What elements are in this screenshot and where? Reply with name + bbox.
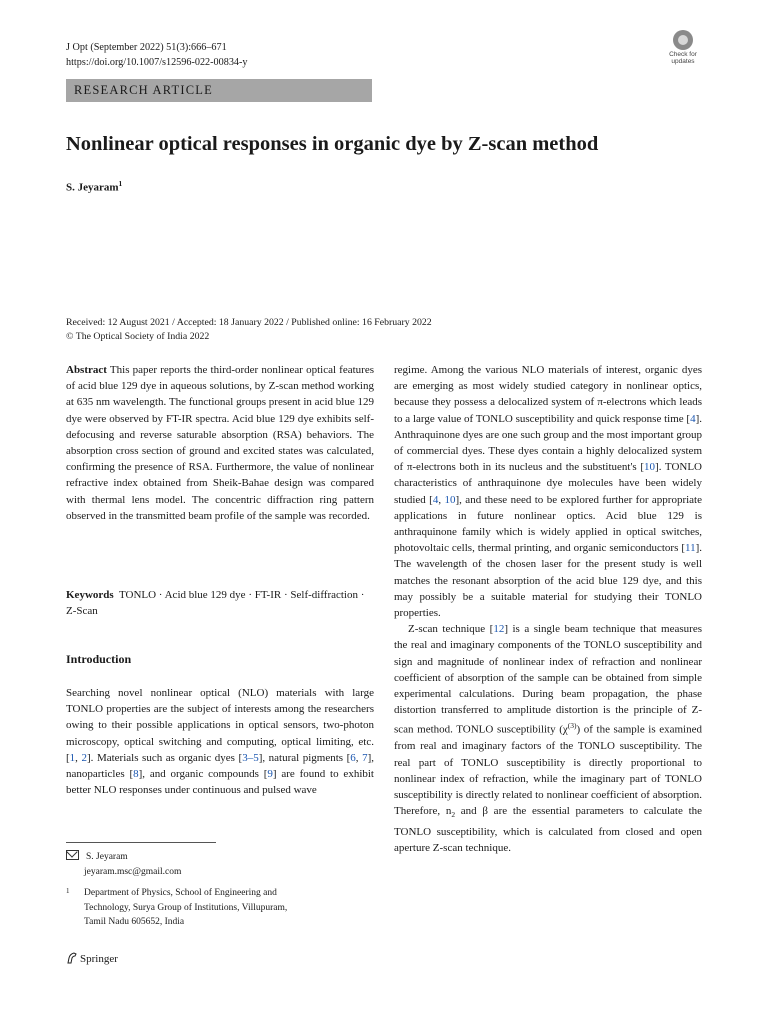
copyright-line: © The Optical Society of India 2022 bbox=[66, 330, 210, 342]
journal-meta bbox=[66, 40, 248, 70]
abstract-label: Abstract bbox=[66, 364, 107, 376]
citation-link[interactable]: 4 bbox=[690, 412, 696, 425]
affiliation-line: Tamil Nadu 605652, India bbox=[84, 917, 185, 927]
citation-link[interactable]: 2 bbox=[81, 751, 87, 764]
citation-link[interactable]: 9 bbox=[267, 768, 273, 781]
citation-link[interactable]: 8 bbox=[133, 768, 139, 781]
affiliation-line: Department of Physics, School of Engineering and bbox=[84, 888, 277, 898]
contact-name: S. Jeyaram bbox=[86, 852, 128, 862]
citation-link[interactable]: 4 bbox=[432, 493, 439, 506]
envelope-icon bbox=[66, 850, 79, 860]
corresponding-author bbox=[66, 849, 181, 879]
publisher-footer bbox=[66, 952, 118, 965]
citation-link[interactable]: 1 bbox=[69, 751, 76, 764]
crossmark-icon bbox=[673, 30, 693, 50]
journal-citation: J Opt (September 2022) 51(3):666–671 bbox=[66, 42, 227, 53]
introduction-heading: Introduction bbox=[66, 652, 132, 666]
check-for-updates-badge[interactable] bbox=[664, 30, 702, 70]
keywords bbox=[66, 587, 374, 619]
citation-link[interactable]: 6 bbox=[350, 751, 356, 764]
citation-link[interactable]: 7 bbox=[362, 751, 368, 764]
affiliation-line: Technology, Surya Group of Institutions, Villupuram, bbox=[84, 902, 288, 913]
citation-link[interactable]: 11 bbox=[684, 542, 696, 555]
dates-line: Received: 12 August 2021 / Accepted: 18 January 2022 / Published online: 16 February 2022 bbox=[66, 317, 432, 328]
publication-dates bbox=[66, 316, 432, 343]
article-type-label: RESEARCH ARTICLE bbox=[74, 83, 213, 97]
keywords-text: TONLO · Acid blue 129 dye · FT-IR · Self-diffraction · Z-Scan bbox=[66, 589, 365, 618]
contact-email[interactable]: jeyaram.msc@gmail.com bbox=[84, 866, 182, 877]
keywords-label: Keywords bbox=[66, 589, 114, 601]
author-affil-sup: 1 bbox=[118, 179, 123, 188]
citation-link[interactable]: 10 bbox=[444, 493, 456, 506]
affiliation-number: 1 bbox=[66, 887, 70, 895]
publisher-name: Springer bbox=[80, 953, 118, 965]
springer-horse-icon bbox=[66, 952, 78, 964]
abstract bbox=[66, 362, 374, 524]
doi-link[interactable]: https://doi.org/10.1007/s12596-022-00834-y bbox=[66, 57, 248, 68]
citation-link[interactable]: 12 bbox=[493, 623, 505, 636]
introduction-body: Searching novel nonlinear optical (NLO) materials with large TONLO properties are the subject of interests among the researchers owing to their possible applications in optical sensors, two-photon microscopy, optical switching and computing, optical limiting, etc. [1, 2]. Materials such as organic dyes [3–5], natural pigments [6, 7], nanoparticles [8], and organic compounds [9] are found to exhibit better NLO responses under continuous and pulsed wave bbox=[66, 687, 375, 797]
citation-link[interactable]: 3–5 bbox=[242, 751, 259, 764]
footnote-divider bbox=[66, 842, 216, 843]
author-line bbox=[66, 179, 122, 194]
check-for-updates-label: Check for updates bbox=[669, 51, 697, 65]
citation-link[interactable]: 10 bbox=[644, 461, 656, 474]
paper-title: Nonlinear optical responses in organic dye by Z-scan method bbox=[66, 133, 599, 155]
right-column-body: regime. Among the various NLO materials of interest, organic dyes are emerging as most widely studied category in nonlinear optics, because they possess a delocalized system of π-electrons which leads to a large value of TONLO susceptibility and quick response time [4]. Anthraquinone dyes are one such group and the most important group of commercial dyes. These dyes contain a highly delocalized system of π-electrons both in its nucleus and the substituent's [10]. TONLO characteristics of anthraquinone dye molecules have been widely studied [4, 10], and these need to be explored further for appropriate applications in future nonlinear optics. Acid blue 129 is anthraquinone family which is widely applied in optical switches, photovoltaic cells, thermal printing, and organic semiconductors [11]. The wavelength of the chosen laser for the present study is well matches the resonant absorption of the acid blue 129 dye, and this may possibly be a suitable material for studying their TONLO properties. Z-scan technique [12] is a single beam technique that measures the real and imaginary components of the TONLO susceptibility and sign and magnitude of nonlinear index of refraction and nonlinear coefficient of absorption of the sample can be obtained from simple experimental calculations. During beam propagation, the phase distortion transferred to amplitude distortion is the principle of Z-scan method. TONLO susceptibility $(\chi^{(3)})$ of the sample is examined from real and imaginary factors of the TONLO susceptibility. The real part of TONLO susceptibility is directly proportional to nonlinear index of refraction, while the imaginary part of TONLO susceptibility is directly related to nonlinear coefficient of absorption. Therefore, $n_2$ and β are the essential parameters to calculate the TONLO susceptibility, which is calculated from closed and open aperture Z-scan technique. bbox=[394, 364, 703, 854]
abstract-text: This paper reports the third-order nonlinear optical features of acid blue 129 dye in aqueous solutions, by Z-scan method working at 635 nm wavelength. The functional groups present in acid blue 129 dye were observed by FT-IR spectra. Acid blue 129 dye exhibits self-defocusing and reverse saturable absorption (RSA) behaviors. The absorption cross section of ground and excited states was calculated, confirming the presence of RSA. Furthermore, the value of nonlinear refractive index obtained from Sheik-Bahae design was compared with thermal lens model. The concentric diffraction ring pattern observed in the transmitted beam profile of the sample was recorded. bbox=[66, 364, 374, 522]
article-type-banner bbox=[66, 79, 372, 102]
author-name: S. Jeyaram bbox=[66, 181, 119, 194]
